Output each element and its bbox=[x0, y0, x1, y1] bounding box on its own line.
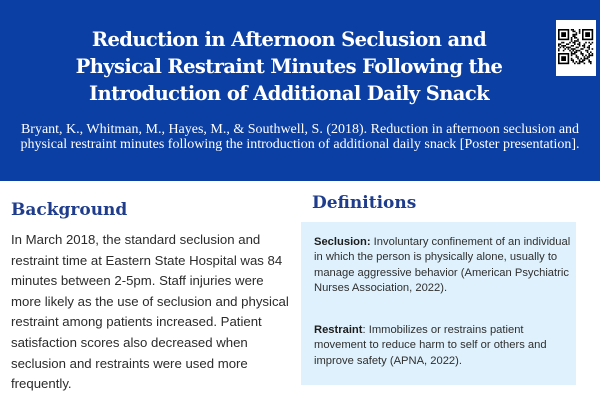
definition-restraint-term: Restraint bbox=[314, 324, 363, 336]
background-text: In March 2018, the standard seclusion and restraint time at Eastern State Hospital was 84 minutes between 2-5pm. Staff injuries were more likely as the use of seclusion and physical restraint among patients increased. Patient satisfaction scores also decreased when seclusion and restraints were used more frequently. bbox=[11, 232, 289, 392]
title-line-2: Physical Restraint Minutes Following the bbox=[75, 55, 503, 78]
definition-seclusion-text: Involuntary confinement of an individual in which the person is physically alone, usually to manage aggressive behavior (American Psychiatric Nurses Association, 2022). bbox=[314, 236, 571, 295]
citation: Bryant, K., Whitman, M., Hayes, M., & Southwell, S. (2018). Reduction in afternoon seclusion and physical restraint minutes following the introduction of additional daily snack [Poster presentation]. bbox=[20, 122, 580, 152]
definition-seclusion bbox=[314, 235, 572, 297]
header-banner bbox=[0, 0, 600, 181]
poster-title bbox=[0, 26, 578, 107]
qr-code-graphic bbox=[556, 20, 596, 76]
definition-restraint bbox=[314, 323, 572, 369]
qr-code-icon[interactable] bbox=[556, 20, 596, 76]
definition-restraint-text: : Immobilizes or restrains patient movement to reduce harm to self or others and improve safety (APNA, 2022). bbox=[314, 324, 547, 367]
title-line-3: Introduction of Additional Daily Snack bbox=[88, 82, 490, 105]
definitions-heading: Definitions bbox=[312, 193, 417, 213]
definition-seclusion-term: Seclusion: bbox=[314, 236, 371, 248]
title-line-1: Reduction in Afternoon Seclusion and bbox=[91, 28, 487, 51]
background-heading: Background bbox=[11, 200, 128, 220]
